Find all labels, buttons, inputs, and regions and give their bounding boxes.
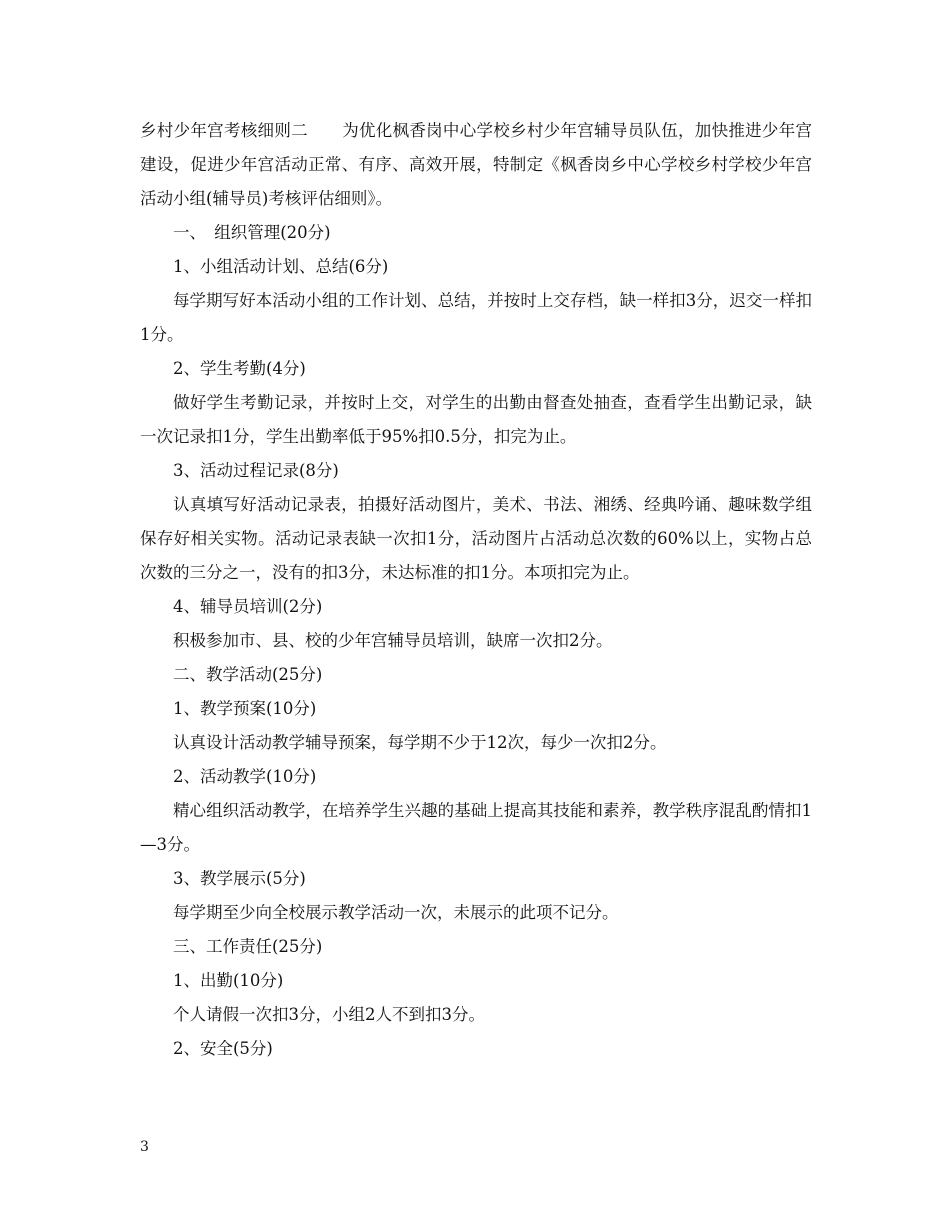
document-body	[140, 114, 812, 1066]
subsection-heading-1-4: 4、辅导员培训(2分)	[173, 597, 323, 616]
subsection-heading-3-1: 1、出勤(10分)	[173, 971, 284, 990]
body-paragraph-1-2: 做好学生考勤记录，并按时上交，对学生的出勤由督查处抽查，查看学生出勤记录，缺一次记录扣1分，学生出勤率低于95%扣0.5分，扣完为止。	[140, 393, 812, 446]
subsection-heading-1-1: 1、小组活动计划、总结(6分)	[173, 257, 389, 276]
document-title: 乡村少年宫考核细则二	[140, 121, 308, 140]
body-paragraph-2-1: 认真设计活动教学辅导预案，每学期不少于12次，每少一次扣2分。	[173, 733, 667, 752]
subsection-heading-2-3: 3、教学展示(5分)	[173, 869, 306, 888]
section-heading-1: 一、 组织管理(20分)	[173, 223, 331, 242]
body-paragraph-1-4: 积极参加市、县、校的少年宫辅导员培训，缺席一次扣2分。	[173, 631, 613, 650]
subsection-heading-3-2: 2、安全(5分)	[173, 1039, 273, 1058]
body-paragraph-2-2: 精心组织活动教学，在培养学生兴趣的基础上提高其技能和素养，教学秩序混乱酌情扣1—3分。	[140, 801, 812, 854]
intro-text: 为优化枫香岗中心学校乡村少年宫辅导员队伍，加快推进少年宫建设，促进少年宫活动正常、有序、高效开展，特制定《枫香岗乡中心学校乡村学校少年宫活动小组(辅导员)考核评估细则》。	[140, 121, 813, 208]
section-heading-2: 二、教学活动(25分)	[173, 665, 323, 684]
body-paragraph-1-3: 认真填写好活动记录表，拍摄好活动图片，美术、书法、湘绣、经典吟诵、趣味数学组保存好相关实物。活动记录表缺一次扣1分，活动图片占活动总次数的60%以上，实物占总次数的三分之一，没有的扣3分，未达标准的扣1分。本项扣完为止。	[140, 495, 812, 582]
body-paragraph-1-1: 每学期写好本活动小组的工作计划、总结，并按时上交存档，缺一样扣3分，迟交一样扣1分。	[140, 291, 812, 344]
title-paragraph	[140, 114, 812, 216]
section-heading-3: 三、工作责任(25分)	[173, 937, 323, 956]
page-number: 3	[140, 1139, 149, 1155]
subsection-heading-2-1: 1、教学预案(10分)	[173, 699, 317, 718]
body-paragraph-3-1: 个人请假一次扣3分，小组2人不到扣3分。	[173, 1005, 485, 1024]
subsection-heading-2-2: 2、活动教学(10分)	[173, 767, 317, 786]
body-paragraph-2-3: 每学期至少向全校展示教学活动一次，未展示的此项不记分。	[173, 903, 619, 922]
subsection-heading-1-3: 3、活动过程记录(8分)	[173, 461, 339, 480]
subsection-heading-1-2: 2、学生考勤(4分)	[173, 359, 306, 378]
